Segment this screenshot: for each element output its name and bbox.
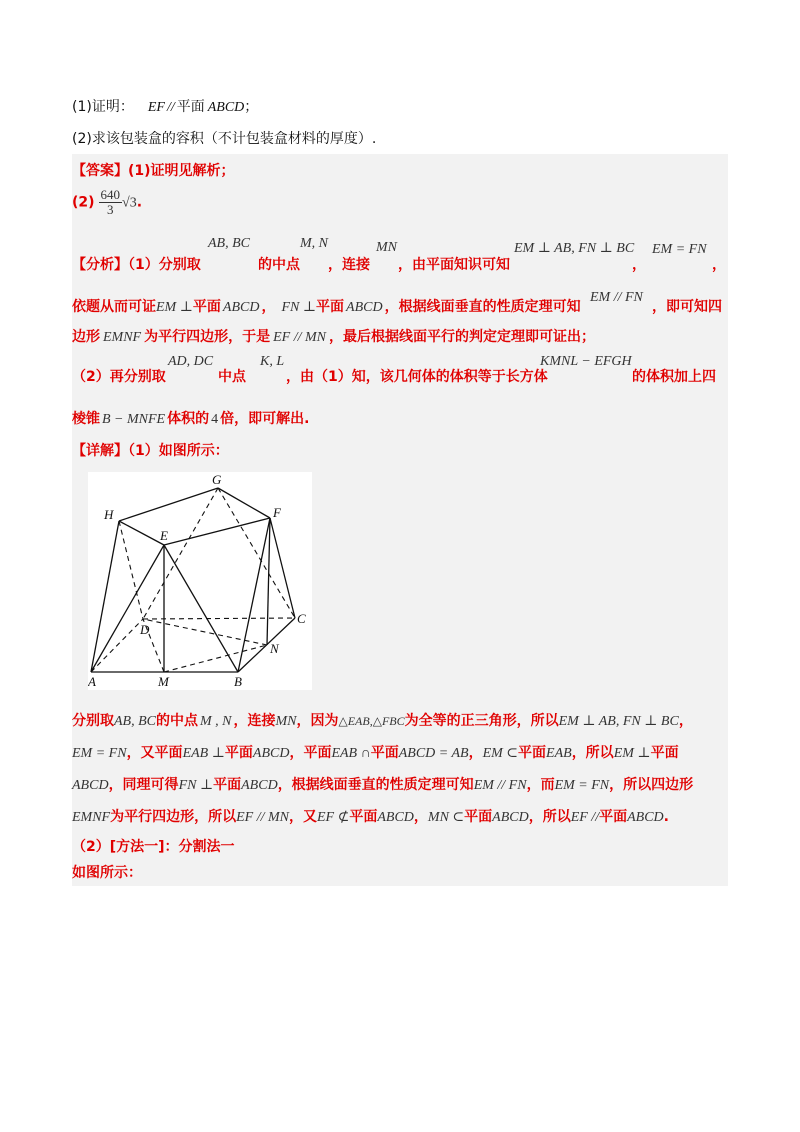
detail-text: ， xyxy=(413,809,428,825)
analysis-line-5 xyxy=(72,408,309,428)
detail-text: ，连接 xyxy=(233,713,276,729)
analysis-math: M, N xyxy=(300,236,328,251)
detail-text: ，所以 xyxy=(571,745,614,761)
detail-text: . xyxy=(663,809,669,825)
detail-math: FN ⊥ xyxy=(178,778,214,793)
analysis-text: 体积的 xyxy=(167,411,210,427)
detail-math: ABCD xyxy=(492,810,529,825)
detail-text: 分别取 xyxy=(72,713,114,729)
detail-text: 为平行四边形，所以 xyxy=(110,809,237,825)
vertex-label-d: D xyxy=(140,622,150,637)
analysis-line-4: （2）再分别取 xyxy=(72,369,166,385)
analysis-line-1 xyxy=(72,254,201,274)
q1-end: ； xyxy=(244,99,259,115)
answer-part2-prefix: (2) xyxy=(72,194,95,211)
answer-line-1 xyxy=(72,160,235,180)
analysis-math: ABCD xyxy=(346,300,383,315)
detail-math: AB, BC xyxy=(114,714,156,729)
analysis-line-2 xyxy=(72,296,581,316)
detail-text: ， xyxy=(678,713,693,729)
analysis-tag: 【分析】 xyxy=(72,257,128,273)
detail-tag: 【详解】 xyxy=(72,443,128,459)
analysis-text: ， xyxy=(712,257,726,273)
detail-heading xyxy=(72,440,229,460)
analysis-text: ，由（1）知，该几何体的体积等于长方体 xyxy=(286,369,548,385)
detail-math: EAB ⊥ xyxy=(182,746,225,761)
analysis-math: EM ⊥ xyxy=(156,300,193,315)
detail-text: 的中点 xyxy=(156,713,198,729)
fraction-numerator: 640 xyxy=(100,187,121,202)
vertex-label-g: G xyxy=(212,472,222,487)
detail-line-2 xyxy=(72,742,679,762)
detail-math: ABCD xyxy=(241,778,278,793)
vertex-label-e: E xyxy=(160,528,168,543)
detail-math: MN xyxy=(275,714,297,729)
analysis-math: EM ⊥ AB, FN ⊥ BC xyxy=(514,241,635,256)
analysis-math: EM = FN xyxy=(652,242,707,257)
analysis-math: AD, DC xyxy=(168,354,214,369)
analysis-text: 边形 xyxy=(72,329,100,345)
q1-prefix: (1)证明： xyxy=(72,99,134,115)
detail-line-4 xyxy=(72,806,669,826)
detail-text: 平面 xyxy=(213,777,242,793)
q1-parallel: // xyxy=(166,100,175,115)
analysis-text: ，最后根据线面平行的判定定理即可证出； xyxy=(329,329,595,345)
detail-math: ABCD xyxy=(377,810,414,825)
analysis-math: EM // FN xyxy=(590,290,643,305)
question-1 xyxy=(72,96,258,116)
detail-text: 为全等的正三角形，所以 xyxy=(404,713,559,729)
vertex-label-f: F xyxy=(273,505,281,520)
analysis-text: 为平行四边形，于是 xyxy=(144,329,271,345)
detail-method-heading: （2）[方法一]：分割法一 xyxy=(72,839,235,855)
analysis-math: B − MNFE xyxy=(102,412,166,427)
detail-math: EM ⊥ AB, FN ⊥ BC xyxy=(558,714,679,729)
answer-end: . xyxy=(136,194,143,211)
answer-tag: 【答案】 xyxy=(72,163,128,179)
detail-math: ABCD xyxy=(72,778,109,793)
detail-text: 平面 xyxy=(599,809,628,825)
analysis-math: EF // MN xyxy=(273,330,326,345)
vertex-label-m: M xyxy=(158,674,169,689)
detail-text: ，所以 xyxy=(528,809,571,825)
geometry-figure xyxy=(88,472,312,690)
detail-math: EM = FN xyxy=(554,778,610,793)
analysis-text: 倍，即可解出. xyxy=(220,411,310,427)
detail-text: ，又 xyxy=(289,809,317,825)
analysis-math: FN ⊥ xyxy=(281,300,317,315)
analysis-text: 平面 xyxy=(316,299,345,315)
analysis-text: 中点 xyxy=(218,369,246,385)
analysis-text: ，连接 xyxy=(328,257,370,273)
analysis-math: ABCD xyxy=(222,300,260,315)
analysis-text: ，根据线面垂直的性质定理可知 xyxy=(384,299,581,315)
detail-text: （1）如图所示： xyxy=(128,443,229,459)
detail-math: EAB ∩ xyxy=(331,746,371,761)
detail-figure-intro: 如图所示： xyxy=(72,865,142,881)
vertex-label-c: C xyxy=(297,611,306,626)
detail-line-1 xyxy=(72,710,693,730)
analysis-text: ， xyxy=(261,299,276,315)
detail-math: EAB xyxy=(546,746,572,761)
answer-part1: (1)证明见解析； xyxy=(128,163,235,179)
analysis-text: ，由平面知识可知 xyxy=(398,257,510,273)
detail-text: 平面 xyxy=(370,745,399,761)
answer-sqrt: √3 xyxy=(122,195,137,211)
analysis-text: （1）分别取 xyxy=(128,257,201,273)
solid-diagram xyxy=(88,472,312,690)
detail-math: EF // xyxy=(570,810,600,825)
analysis-text: ， xyxy=(632,257,646,273)
q1-plane-word: 平面 xyxy=(176,99,205,115)
detail-math: △EAB,△FBC xyxy=(338,714,405,728)
analysis-text: 的体积加上四 xyxy=(632,369,716,385)
vertex-label-b: B xyxy=(234,674,242,689)
analysis-math: KMNL − EFGH xyxy=(540,354,632,369)
vertex-label-n: N xyxy=(270,641,279,656)
detail-text: 平面 xyxy=(650,745,679,761)
detail-line-3 xyxy=(72,774,693,794)
detail-math: ABCD xyxy=(252,746,290,761)
analysis-math: 4 xyxy=(211,412,219,427)
analysis-math: MN xyxy=(376,240,397,255)
detail-math: ABCD = AB xyxy=(398,746,469,761)
detail-math: M , N xyxy=(200,714,232,729)
detail-math: EMNF xyxy=(72,810,111,825)
detail-text: ，同理可得 xyxy=(108,777,179,793)
detail-text: 平面 xyxy=(518,745,547,761)
q1-plane-abcd: ABCD xyxy=(207,100,245,115)
answer-fraction xyxy=(99,188,123,217)
detail-text: ，而 xyxy=(526,777,555,793)
analysis-text: 平面 xyxy=(192,299,221,315)
question-2: (2)求该包装盒的容积（不计包装盒材料的厚度）. xyxy=(72,131,377,147)
fraction-denominator: 3 xyxy=(107,202,114,217)
analysis-text: 棱锥 xyxy=(72,411,100,427)
detail-math: EF // MN xyxy=(236,810,289,825)
detail-text: 平面 xyxy=(224,745,253,761)
answer-line-2 xyxy=(72,188,142,217)
analysis-text: ，即可知四 xyxy=(652,299,722,315)
vertex-label-a: A xyxy=(88,674,96,689)
analysis-line-3 xyxy=(72,326,595,346)
analysis-math: EMNF xyxy=(103,330,142,345)
detail-math: EM ⊥ xyxy=(613,746,651,761)
detail-math: EM = FN xyxy=(72,746,127,761)
analysis-math: AB, BC xyxy=(208,236,250,251)
detail-text: 平面 xyxy=(464,809,493,825)
detail-text: ， xyxy=(468,745,483,761)
analysis-text: 依题从而可证 xyxy=(72,299,156,315)
detail-text: ，根据线面垂直的性质定理可知 xyxy=(277,777,474,793)
q1-math-ef: EF xyxy=(147,100,165,115)
detail-math: EM // FN xyxy=(473,778,527,793)
analysis-math: K, L xyxy=(260,354,285,369)
detail-text: ，因为 xyxy=(296,713,339,729)
detail-math: ABCD xyxy=(627,810,664,825)
detail-text: 平面 xyxy=(349,809,378,825)
detail-text: ，所以四边形 xyxy=(609,777,694,793)
detail-math: MN ⊂ xyxy=(427,810,465,825)
vertex-label-h: H xyxy=(104,507,114,522)
detail-math: EM ⊂ xyxy=(482,746,519,761)
analysis-text: 的中点 xyxy=(258,257,300,273)
detail-text: ，平面 xyxy=(289,745,332,761)
detail-math: EF ⊄ xyxy=(317,810,350,825)
detail-text: ，又平面 xyxy=(126,745,183,761)
